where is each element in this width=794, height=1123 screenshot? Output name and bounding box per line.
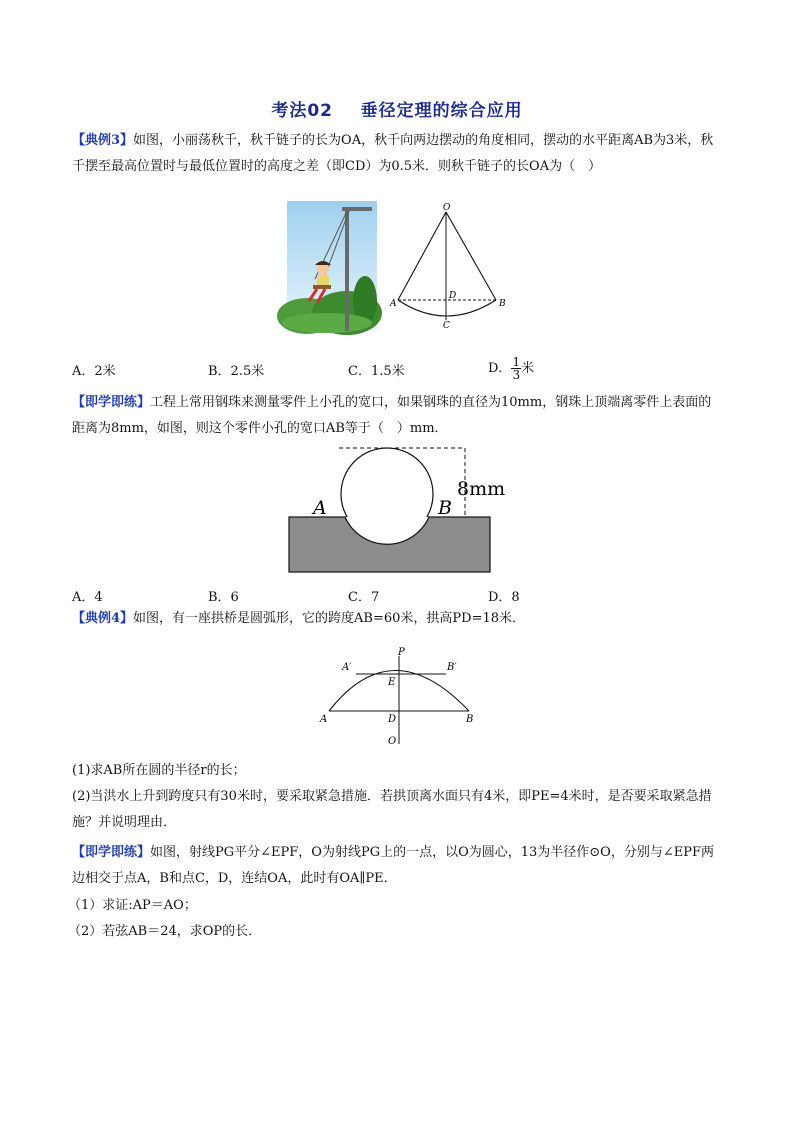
label-a: A: [313, 497, 327, 519]
label-o: O: [388, 736, 397, 747]
practice-1-tag: 【即学即练】: [72, 395, 151, 410]
option-b[interactable]: B．2.5米: [208, 364, 265, 379]
practice-2-body: 如图，射线PG平分∠EPF，O为射线PG上的一点，以O为圆心，13为半径作⊙O，分别与∠EPF两边相交于点A，B和点C，D，连结OA，此时有OA∥PE．: [72, 845, 714, 886]
swing-photo: [287, 201, 377, 331]
arch-bridge-diagram: [312, 644, 482, 748]
label-b-prime: B′: [447, 662, 457, 673]
example-4-tag: 【典例4】: [72, 611, 134, 626]
example-3-options: [72, 356, 732, 384]
label-a: A: [390, 299, 397, 309]
swing-diagram: [390, 200, 520, 340]
example-3-body: 如图，小丽荡秋千，秋千链子的长为OA，秋千向两边摆动的角度相同，摆动的水平距离AB为3米，秋千摆至最高位置时与最低位置时的高度之差（即CD）为0.5米．则秋千链子的长OA为（ ）: [72, 133, 714, 174]
option-d-suffix: 米: [521, 361, 535, 376]
option-b[interactable]: B．6: [208, 590, 239, 605]
option-c[interactable]: C．1.5米: [348, 364, 405, 379]
example-4-question-2: (2)当洪水上升到跨度只有30米时，要采取紧急措施．若拱顶离水面只有4米，即PE=4米时，是否要采取紧急措施？并说明理由．: [72, 789, 712, 830]
label-p: P: [398, 647, 405, 658]
option-a[interactable]: A．2米: [72, 364, 116, 379]
option-d[interactable]: [488, 356, 534, 381]
option-d-fraction: $\frac{1}{3}$: [512, 355, 521, 382]
label-c: C: [443, 321, 450, 331]
label-e: E: [388, 677, 396, 688]
example-4-question-1: (1)求AB所在圆的半径r的长；: [72, 763, 246, 778]
option-d[interactable]: D．8: [488, 590, 520, 605]
practice-2-text: [72, 840, 722, 892]
label-d: D: [388, 714, 397, 725]
example-3-text: [72, 128, 722, 180]
practice-2-question-1: （1）求证:AP＝AO；: [68, 898, 197, 913]
steel-ball-diagram: [285, 446, 506, 576]
label-d: D: [449, 291, 457, 301]
example-4-text: [72, 606, 722, 632]
option-c[interactable]: C．7: [348, 590, 380, 605]
label-a: A: [320, 714, 328, 725]
option-d-prefix: D．: [488, 361, 512, 376]
label-b: B: [466, 714, 474, 725]
practice-2-tag: 【即学即练】: [72, 845, 151, 860]
label-a-prime: A′: [342, 662, 352, 673]
label-b: B: [438, 497, 452, 519]
practice-1-text: [72, 390, 722, 442]
practice-2-question-2: （2）若弦AB＝24，求OP的长．: [68, 924, 262, 939]
section-title: 考法02 垂径定理的综合应用: [271, 101, 523, 121]
practice-1-body: 工程上常用钢珠来测量零件上小孔的宽口，如果钢珠的直径为10mm，钢珠上顶端离零件上表面的距离为8mm，如图，则这个零件小孔的宽口AB等于（ ）mm．: [72, 395, 712, 436]
option-a[interactable]: A．4: [72, 590, 103, 605]
label-b: B: [499, 299, 506, 309]
example-3-tag: 【典例3】: [72, 133, 134, 148]
label-8mm: 8mm: [457, 478, 506, 500]
example-4-body: 如图，有一座拱桥是圆弧形，它的跨度AB=60米，拱高PD=18米．: [133, 611, 526, 626]
label-o: O: [443, 203, 451, 213]
